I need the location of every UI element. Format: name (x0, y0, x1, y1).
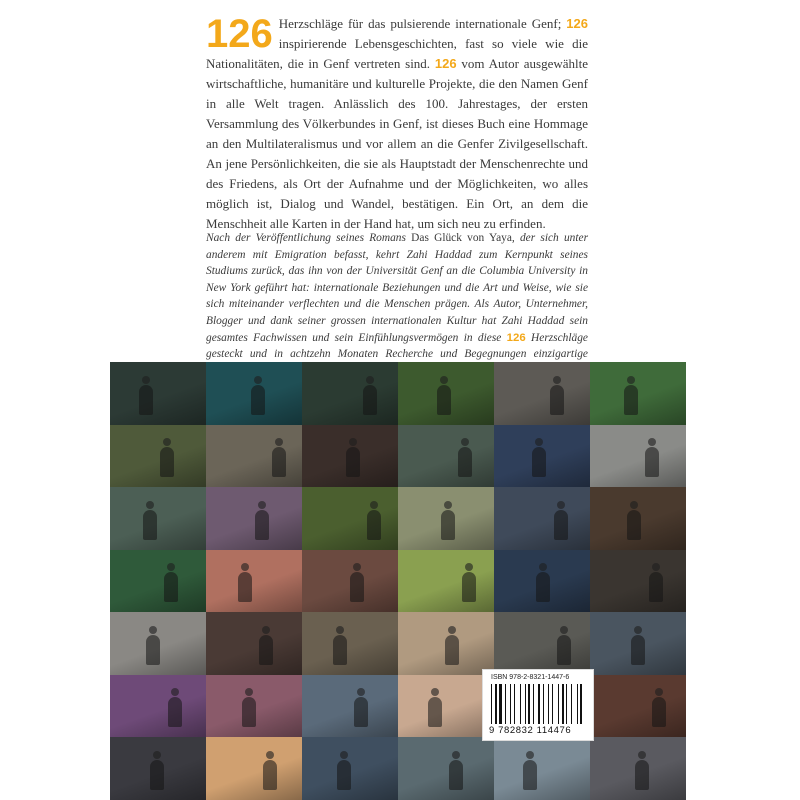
portrait-photo (494, 362, 590, 425)
portrait-photo (590, 550, 686, 613)
intro-paragraph (206, 14, 588, 234)
portrait-photo (110, 675, 206, 738)
person-silhouette (139, 385, 153, 415)
highlight-number: 126 (434, 56, 457, 71)
person-silhouette (550, 385, 564, 415)
portrait-photo (494, 550, 590, 613)
portrait-photo (302, 675, 398, 738)
person-silhouette (458, 447, 472, 477)
big-number: 126 (206, 12, 273, 56)
person-silhouette (146, 635, 160, 665)
portrait-photo (398, 612, 494, 675)
intro-text-1: Herzschläge für das pulsierende internationale Genf; (278, 16, 567, 31)
person-silhouette (238, 572, 252, 602)
portrait-photo-grid (110, 362, 686, 800)
portrait-photo (590, 425, 686, 488)
barcode (482, 669, 594, 741)
highlight-number: 126 (566, 16, 588, 31)
portrait-photo (110, 487, 206, 550)
portrait-photo (590, 612, 686, 675)
person-silhouette (645, 447, 659, 477)
person-silhouette (441, 510, 455, 540)
person-silhouette (554, 510, 568, 540)
person-silhouette (350, 572, 364, 602)
portrait-photo (590, 487, 686, 550)
person-silhouette (437, 385, 451, 415)
portrait-photo (590, 737, 686, 800)
person-silhouette (652, 697, 666, 727)
portrait-photo (398, 550, 494, 613)
person-silhouette (445, 635, 459, 665)
person-silhouette (272, 447, 286, 477)
portrait-photo (110, 612, 206, 675)
portrait-photo (206, 612, 302, 675)
portrait-photo (398, 675, 494, 738)
person-silhouette (631, 635, 645, 665)
person-silhouette (649, 572, 663, 602)
portrait-photo (398, 362, 494, 425)
barcode-digits: 9 782832 114476 (489, 725, 572, 736)
person-silhouette (462, 572, 476, 602)
isbn-label: ISBN 978-2-8321-1447-6 (491, 674, 570, 681)
portrait-photo (398, 737, 494, 800)
portrait-photo (302, 550, 398, 613)
portrait-photo (302, 425, 398, 488)
person-silhouette (255, 510, 269, 540)
portrait-photo (110, 550, 206, 613)
portrait-photo (206, 487, 302, 550)
highlight-number: 126 (506, 331, 526, 344)
portrait-photo (206, 737, 302, 800)
portrait-photo (494, 425, 590, 488)
portrait-photo (398, 487, 494, 550)
intro-text-3: vom Autor ausgewählte wirtschaftliche, humanitäre und kulturelle Projekte, die den Namen Genf in alle Welt tragen. Anlässlich des 100. Jahrestages, der ersten Versammlung des Völkerbundes in Genf, ist dieses Buch eine Hommage an den Multilateralismus und vor allem an die Genfer Zivilgesellschaft. An jene Persönlichkeiten, die sie als Hauptstadt der Menschenrechte und des Friedens, als Ort der Aufnahme und der Möglichkeiten, wo alles möglich ist, Dialog und Wandel, bestätigen. Ein Ort, an dem die Menschheit alle Karten in der Hand hat, um sich neu zu erfinden. (206, 56, 588, 231)
person-silhouette (337, 760, 351, 790)
person-silhouette (627, 510, 641, 540)
person-silhouette (354, 697, 368, 727)
portrait-photo (206, 362, 302, 425)
portrait-photo (302, 737, 398, 800)
portrait-photo (398, 425, 494, 488)
portrait-photo (110, 737, 206, 800)
person-silhouette (532, 447, 546, 477)
bio-text-2: , der sich unter anderem mit Emigration befasst, kehrt Zahi Haddad zum Kernpunkt seines Studiums zurück, das ihn von der Universität Genf an die Columbia University in New York geführt hat: internationale Beziehungen und die Art und Weise, wie sie sich miteinander verflechten und die Menschen prägen. Als Autor, Unternehmer, Blogger und dank seiner grossen internationalen Kultur hat Zahi Haddad sein gesamtes Fachwissen und sein Einfühlungsvermögen in diese (206, 232, 589, 344)
portrait-photo (110, 362, 206, 425)
person-silhouette (150, 760, 164, 790)
bio-text-1: Nach der Veröffentlichung seines Romans (206, 232, 412, 244)
person-silhouette (346, 447, 360, 477)
portrait-photo (302, 487, 398, 550)
person-silhouette (363, 385, 377, 415)
person-silhouette (523, 760, 537, 790)
portrait-photo (110, 425, 206, 488)
person-silhouette (449, 760, 463, 790)
person-silhouette (242, 697, 256, 727)
person-silhouette (557, 635, 571, 665)
portrait-photo (206, 550, 302, 613)
portrait-photo (494, 487, 590, 550)
person-silhouette (428, 697, 442, 727)
portrait-photo (494, 737, 590, 800)
portrait-photo (494, 612, 590, 675)
barcode-bars (491, 684, 585, 724)
person-silhouette (263, 760, 277, 790)
person-silhouette (367, 510, 381, 540)
person-silhouette (624, 385, 638, 415)
person-silhouette (164, 572, 178, 602)
person-silhouette (635, 760, 649, 790)
intro-text-2: inspirierende Lebensgeschichten, fast so viele wie die Nationalitäten, die in Genf vertreten sind. (206, 36, 588, 71)
person-silhouette (168, 697, 182, 727)
portrait-photo (206, 675, 302, 738)
person-silhouette (333, 635, 347, 665)
person-silhouette (160, 447, 174, 477)
author-bio (206, 230, 588, 379)
person-silhouette (536, 572, 550, 602)
bio-text-3: Herzschläge gesteckt und in achtzehn Monaten Recherche und Begegnungen einzigartige (206, 331, 588, 361)
person-silhouette (251, 385, 265, 415)
portrait-photo (590, 362, 686, 425)
portrait-photo (206, 425, 302, 488)
book-title: Das Glück von Yaya (411, 232, 512, 244)
person-silhouette (143, 510, 157, 540)
portrait-photo (302, 612, 398, 675)
portrait-photo (302, 362, 398, 425)
portrait-photo (590, 675, 686, 738)
person-silhouette (259, 635, 273, 665)
